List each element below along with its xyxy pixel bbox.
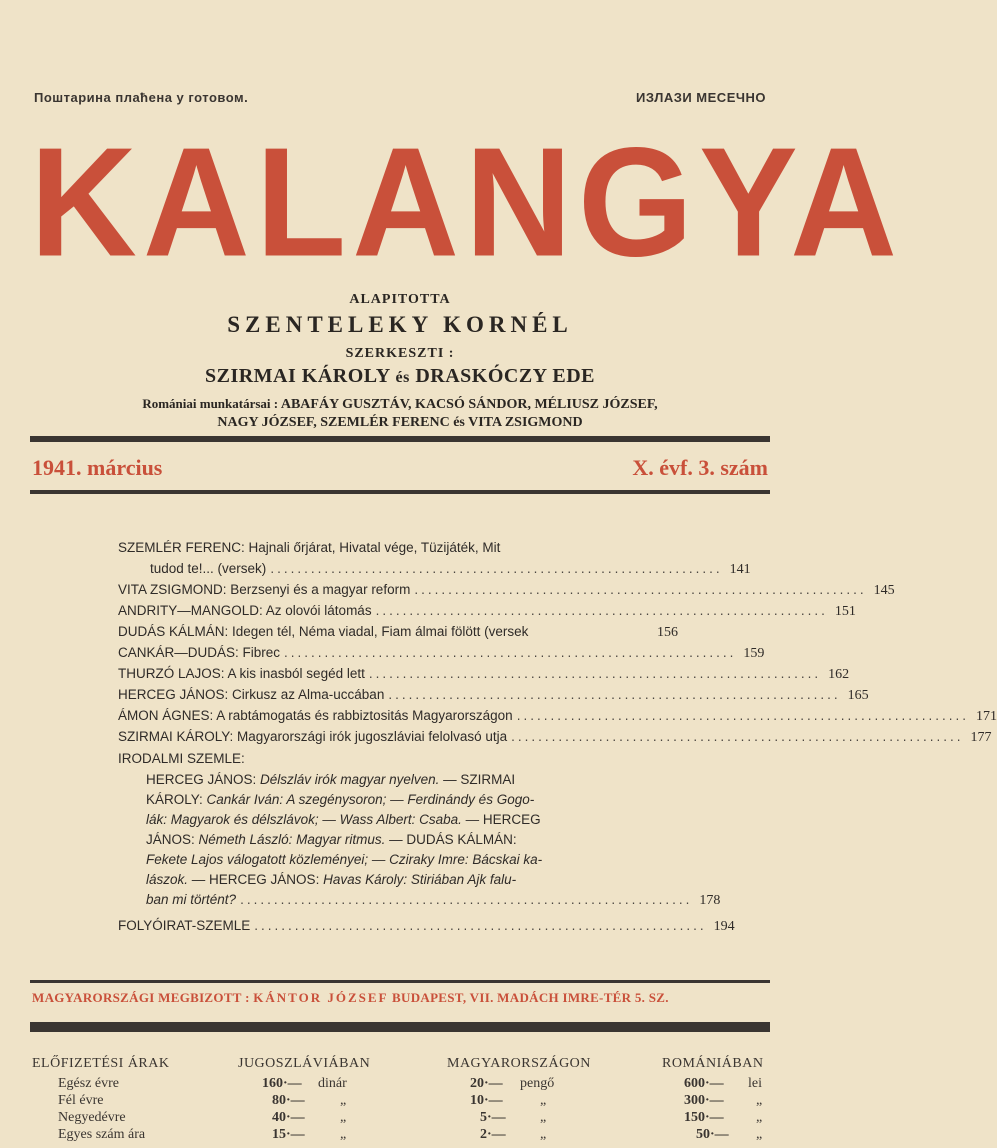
toc-entry-text: tudod te!... (versek): [150, 561, 267, 576]
price-row-label: Egész évre: [58, 1076, 120, 1091]
price-value: 15·—: [272, 1127, 305, 1142]
price-value: 40·—: [272, 1110, 305, 1125]
founder-label: ALAPITOTTA: [349, 292, 451, 307]
price-value: 50·—: [696, 1127, 729, 1142]
toc-leader: ...................................................................: [284, 645, 737, 660]
toc-row: [118, 708, 997, 728]
price-unit: „: [340, 1110, 347, 1125]
toc-leader: ...................................................................: [375, 603, 828, 618]
agent-divider-bottom: [30, 1022, 770, 1032]
review-author: — DUDÁS KÁLMÁN:: [389, 832, 517, 847]
price-row-label: Fél évre: [58, 1093, 104, 1108]
review-title: lák: Magyarok és délszlávok; — Wass Albert: Csaba. —: [146, 812, 480, 827]
toc-row: [118, 666, 850, 686]
price-row-label: Egyes szám ára: [58, 1127, 146, 1142]
toc-entry-text: THURZÓ LAJOS: A kis inasból segéd lett: [118, 666, 365, 681]
price-value: 10·—: [470, 1093, 503, 1108]
editors-and: és: [395, 369, 410, 386]
prices-col-romania: ROMÁNIÁBAN: [662, 1056, 764, 1071]
toc-row: [146, 892, 721, 912]
price-value: 80·—: [272, 1093, 305, 1108]
toc-leader: ...................................................................: [254, 918, 707, 933]
price-unit: pengő: [520, 1076, 555, 1091]
price-unit: „: [540, 1110, 547, 1125]
toc-leader: ...................................................................: [240, 892, 693, 907]
toc-row: [118, 582, 895, 602]
toc-leader: ...................................................................: [511, 729, 964, 744]
toc-entry-text: SZIRMAI KÁROLY: Magyarországi irók jugoszláviai felolvasó utja: [118, 729, 508, 744]
review-title: Délszláv irók magyar nyelven.: [260, 772, 440, 787]
agent-label: MAGYARORSZÁGI MEGBIZOTT :: [32, 990, 250, 1005]
toc-page: 151: [834, 604, 856, 619]
top-divider: [30, 436, 770, 442]
issue-number: X. évf. 3. szám: [632, 455, 768, 480]
price-unit: „: [340, 1127, 347, 1142]
price-value: 160·—: [262, 1076, 302, 1091]
price-value: 20·—: [470, 1076, 503, 1091]
editors-label: SZERKESZTI :: [345, 346, 455, 361]
price-value: 2·—: [480, 1127, 506, 1142]
founder-name: SZENTELEKY KORNÉL: [227, 312, 573, 337]
review-title: ban mi történt?: [146, 892, 237, 907]
frequency-note: ИЗЛАЗИ МЕСЕЧНО: [636, 90, 766, 105]
editor-1: SZIRMAI KÁROLY: [204, 365, 390, 387]
toc-page: 171: [976, 709, 997, 724]
agent-divider-top: [30, 980, 770, 983]
collaborators-label: Romániai munkatársai :: [142, 396, 279, 411]
toc-row: [118, 687, 869, 707]
toc-row: [118, 540, 678, 560]
toc-page: 178: [699, 893, 721, 908]
price-unit: „: [340, 1093, 347, 1108]
agent-address: BUDAPEST, VII. MADÁCH IMRE-TÉR 5. SZ.: [392, 990, 669, 1005]
price-unit: „: [756, 1110, 763, 1125]
toc-row: [118, 645, 765, 665]
toc-leader: ...................................................................: [388, 687, 841, 702]
toc-leader: ...................................................................: [368, 666, 822, 681]
price-value: 600·—: [684, 1076, 724, 1091]
toc-entry-text: CANKÁR—DUDÁS: Fibrec: [118, 645, 281, 660]
toc-row: [118, 918, 735, 938]
review-line: [146, 812, 541, 827]
toc-leader: ...................................................................: [270, 561, 723, 576]
toc-row: [118, 729, 992, 749]
review-line: [146, 832, 517, 847]
review-author: HERCEG JÁNOS:: [146, 772, 257, 787]
toc-row: [118, 624, 678, 644]
editor-2: DRASKÓCZY EDE: [415, 365, 595, 387]
toc-page: 156: [657, 625, 678, 640]
price-unit: „: [756, 1093, 763, 1108]
toc-entry-text: FOLYÓIRAT-SZEMLE: [118, 918, 251, 933]
toc-entry-text: ANDRITY—MANGOLD: Az olovói látomás: [118, 603, 372, 618]
toc-entry-text: DUDÁS KÁLMÁN: Idegen tél, Néma viadal, Fiam álmai fölött (versek: [118, 624, 529, 639]
review-line: [146, 792, 534, 807]
price-row-label: Negyedévre: [58, 1110, 126, 1125]
agent-name: KÁNTOR JÓZSEF: [253, 990, 389, 1005]
review-title: Németh László: Magyar ritmus.: [198, 832, 386, 847]
toc-page: 141: [729, 562, 751, 577]
review-title: Havas Károly: Stiriában Ajk falu-: [323, 872, 517, 887]
toc-row: [118, 603, 856, 623]
toc-page: 162: [828, 667, 850, 682]
toc-leader: ...................................................................: [414, 582, 867, 597]
issue-divider: [30, 490, 770, 494]
toc-leader: ...................................................................: [516, 708, 969, 723]
toc-page: 159: [743, 646, 765, 661]
irodalmi-heading: IRODALMI SZEMLE:: [118, 751, 245, 766]
collaborators-line-1: [0, 396, 800, 413]
review-author: — SZIRMAI: [443, 772, 516, 787]
review-line: [146, 872, 516, 887]
prices-header: ELŐFIZETÉSI ÁRAK: [32, 1056, 170, 1071]
agent-line: [32, 990, 772, 1006]
price-unit: „: [540, 1127, 547, 1142]
magazine-title: KALANGYA: [30, 115, 904, 290]
price-unit: lei: [748, 1076, 762, 1091]
price-value: 5·—: [480, 1110, 506, 1125]
toc-page: 145: [873, 583, 895, 598]
toc-page: 177: [970, 730, 992, 745]
toc-entry-text: SZEMLÉR FERENC: Hajnali őrjárat, Hivatal vége, Tüzijáték, Mit: [118, 540, 501, 555]
price-unit: „: [756, 1127, 763, 1142]
price-unit: „: [540, 1093, 547, 1108]
review-author: JÁNOS:: [146, 832, 195, 847]
price-value: 300·—: [684, 1093, 724, 1108]
toc-page: 165: [847, 688, 869, 703]
review-title: lászok.: [146, 872, 189, 887]
price-value: 150·—: [684, 1110, 724, 1125]
review-author: — HERCEG JÁNOS:: [191, 872, 320, 887]
toc-entry-text: ÁMON ÁGNES: A rabtámogatás és rabbiztositás Magyarországon: [118, 708, 513, 723]
toc-row: [118, 561, 751, 581]
postage-note: Поштарина плаћена у готовом.: [34, 90, 249, 105]
review-title: Cankár Iván: A szegénysoron; — Ferdinándy és Gogo-: [206, 792, 535, 807]
prices-col-yugoslavia: JUGOSZLÁVIÁBAN: [238, 1056, 371, 1071]
review-author: HERCEG: [482, 812, 541, 827]
toc-page: 194: [713, 919, 735, 934]
issue-date: 1941. március: [32, 455, 163, 480]
collaborators-line-2: NAGY JÓZSEF, SZEMLÉR FERENC és VITA ZSIGMOND: [217, 415, 583, 430]
toc-entry-text: VITA ZSIGMOND: Berzsenyi és a magyar reform: [118, 582, 411, 597]
review-author: KÁROLY:: [146, 792, 203, 807]
collaborators-names-1: ABAFÁY GUSZTÁV, KACSÓ SÁNDOR, MÉLIUSZ JÓZSEF,: [280, 397, 658, 412]
review-line: [146, 772, 515, 787]
editors-names: [0, 365, 800, 388]
toc-entry-text: HERCEG JÁNOS: Cirkusz az Alma-uccában: [118, 687, 385, 702]
review-line: Fekete Lajos válogatott közleményei; — Cziraky Imre: Bácskai ka-: [146, 852, 543, 867]
price-unit: dinár: [318, 1076, 347, 1091]
prices-col-hungary: MAGYARORSZÁGON: [447, 1056, 591, 1071]
